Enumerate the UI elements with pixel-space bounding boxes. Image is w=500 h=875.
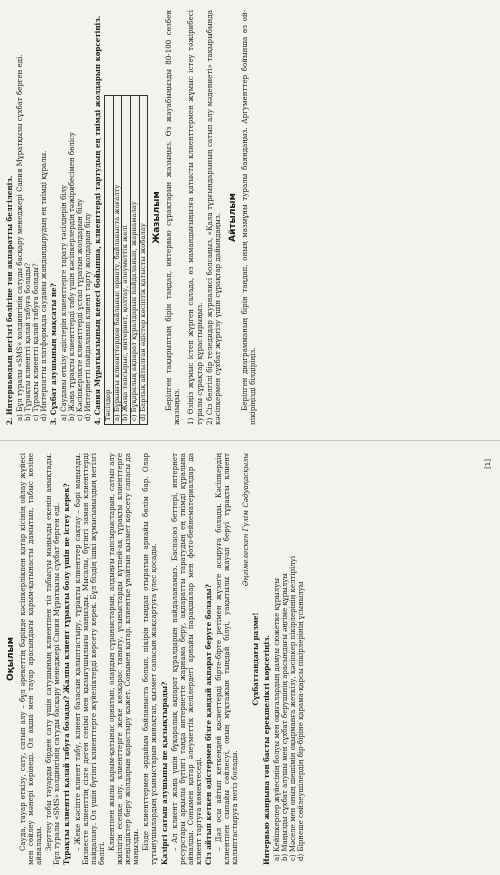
interview-source: Әңгімелескен Гүлім Сәдуақасқызы [241, 453, 251, 587]
option-c[interactable]: c) Мәселе мен оның шешімін оқырманға жеткізу, кәсіпкер пікірлерінің келтірілуі [288, 555, 297, 861]
question-2-interview: 2. Интервьюдың негізгі бөлігіне тән ақпаратты белгілеңіз. [5, 175, 14, 425]
q3-option-d[interactable]: d) Интернетті пайдаланып клиент тарту жолдарын білу [84, 212, 93, 421]
column-divider [0, 440, 500, 441]
q2-option-c[interactable]: c) Тұрақты клиентті қалай табуға болады? [32, 263, 41, 421]
speaking-intro: Берілген диаграмманың бірін таңдап, оның мазмұны туралы баяндаңыз. Аргументтер бойынша өз ой-пікіріңізді білдіріңіз. [239, 10, 257, 425]
methods-table-row[interactable]: a) Бұрынғы клиенттерден байланыс орнату, байланыста жоғалту [113, 96, 122, 425]
q3-option-b[interactable]: b) Жаңа тұрақты клиенттерді табу үшін кәсіпкерлердің тәжірибесімен бөлісу [68, 131, 77, 421]
answer-paragraph-3: Бізде клиенттермен әрдайым байланыста болып, пікірін тыңдап отыратын арнайы бөлім бар. Олар тұтынушылардың ұсыныстарын жинақтап, қызмет сапасын жақсартуға үлес қосады. [141, 453, 159, 865]
q2-option-d[interactable]: d) Интерпатты платформада сауданы жандандырудың ең тиімді құралы. [40, 150, 49, 421]
reading-column [6, 453, 494, 865]
methods-table-row[interactable]: c) Бұқаралық ақпарат құралдарын пайдаланып, жарнамалау [131, 96, 140, 425]
q2-option-a[interactable]: a) Бұл туралы «SMS» холдингінің сатуды басқару менеджері Сания Мұратқызы сұхбат берген еді. [16, 54, 25, 421]
speaking-title: Айтылым [227, 193, 238, 242]
writing-topic-2: 2) Сіз белгілі бір теледидар журналисі болсаңыз, «Қала тұрғындарының сатып алу мәдениеті» тақырыбында кәсіпкермен сұхбат жүргізу үшін сұрақтар дайындаңыз. [204, 10, 222, 425]
main-question: Тұрақты клиентті қалай табуға болады? Жалпы клиент тұрақты болу үшін не істеу керек? [62, 483, 72, 865]
writing-title: Жазылым [152, 191, 163, 244]
methods-table [104, 95, 148, 425]
question-2-options [16, 10, 48, 425]
intro-paragraph-1: Сауда, тауар өткізу, сату, сатып алу – бұл әрекеттің бәрінде кәсіпкерлікпен қатар кісінің ойлау жүйесі мен сөйлеу мәнері көрінеді. Ол ақша мен тауар арасындағы қарым-қатынасты дамытып, табыс көзіне айналады. [18, 453, 44, 865]
task-line: Сұхбаттандағы разме! [251, 612, 261, 706]
q3-option-a[interactable]: a) Сауданы өткізу әдістерін клиенттерге тарату тәсілдерін білу [60, 184, 69, 421]
question-4-table: 4. Сания Мұратқызының кеңесі бойынша, клиенттерді тартудың ең тиімді жолдарын көрсетіңіз. [93, 15, 103, 425]
methods-table-row[interactable]: b) Жаңа тапсырыс, интернет, қолтау, әлеуметтік желі [122, 96, 131, 425]
answer-3: – Дәл осы айтып кеткендей қасиеттерді бірте-бірте ретімен жүзеге асыруға болады. Кәсіпкердің клиентпен сыпайы сөйлесуі, оның мұқтажын тыңдай білуі, уақытылы жауап беруі тұрақты клиент қалыптастыруға негіз болады. [214, 453, 240, 865]
writing-topic-1: 1) Өзіңіз жұмыс істеп жүрген салада, өз мамандығыңызға қатысты клиенттермен жұмыс істеу тәжірибесі туралы сұрақтар құрастырыңыз. [186, 10, 204, 425]
reading-title: Оқылым [6, 637, 16, 681]
answer-2: – Ал клиент жаңа үшін бұқаралық ақпарат құралдарын пайдаланамыз. Баспасөз беттері, интернет ресурстары арқылы бүгінгі таңда интернетте жарнама беру, ақпаратты таратудың ең тиімді құралына айналды. Сонымен қатар әлеуметтік желілердегі арнайы парақшалар мен фото-бейнематериалдар да клиент тартуға көмектеседі. [169, 453, 203, 865]
intro-paragraph-2: Зерттеу тобы тауарды бірден сату үшін сатушының клиентпен тіл табысуы маңызды екенін анықтады. Бұл туралы «SMS» холдингінің сатуды басқару менеджері Сания Мұратқызы сұхбат берген еді. [44, 453, 62, 865]
question-2: Қазіргі сатып алушыны не қызықтырады? [159, 681, 169, 865]
option-d[interactable]: d) Бірнеше сөйлеушілердің бір-біріне қарама-қарсы пікірлерінің ұсынылуы [296, 581, 305, 861]
q2-option-b[interactable]: b) Тұрақты клиентті қалай табуға болады? [24, 262, 33, 421]
q3-option-c[interactable]: c) Кәсіпкерлікте клиенттерді ұстап тұратын жолдарын білу [76, 198, 85, 421]
question-3-options [60, 10, 92, 425]
methods-table-row[interactable]: d) Барлық айтылған әдістер кәсіптік қатысты жобалау [139, 96, 148, 425]
option-b[interactable]: b) Маңызды сұхбат алушы мен сұхбат берушінің арасындағы әңгіме құрылуы [280, 573, 289, 861]
question-3: Сіз айтып кеткен әдістермен бізге қандай ақпарат беруге болады? [203, 584, 213, 865]
option-a[interactable]: a) Кейіпкерлер жүйесінің болуы мен оқиғалардың дамуы сюжетке құрылуы [272, 578, 281, 861]
tasks-column [6, 10, 494, 425]
writing-intro: Берілген тақырыптың бірін таңдап, интервью сұрақтарын жазыңыз. Өз жауабыңызды 80-100 сөзбен жазыңыз. [164, 10, 182, 425]
answer-paragraph-2: Клиентпен жылы қарым-қатынас орнатып, олардың сұраныстарын, алдыңғы тапсырыстарын, сатып алу жиілігін есепке алу, клиенттерге жеке көзқарас таныту, ұсыныстарды күтпей-ақ тұрақты клиенттерге жеңілдіктер беру жолдарын қарастыру қажет. Сонымен қатар, клиентке ұнайтын қызмет көрсету сапасы да маңызды. [106, 453, 141, 865]
page-mark: [1] [484, 459, 492, 469]
question-1: Интервью жанрына тән басты ерекшелікті көрсетіңіз. [261, 634, 271, 865]
question-1-options [273, 453, 305, 865]
methods-table-header: Тәсілдер [105, 96, 114, 425]
answer-paragraph-1: – Жеке кәсіпте клиент табу, клиент базасын қалыптастыру, тұрақты клиенттер сақтау – бәрі маңызды. Бизнесте клиенттің сізге деген сенімі мен қызығушылығы маңызды. Мысалы, бүгінгі заман клиенттерді пайдалану. Ол үшін бүгінгі клиенттерге жүйеліктерді көрсету керек. Бұл біздің ішкі жұмысымыздың негізгі бөлігі. [72, 453, 106, 865]
question-3-purpose: 3. Сұхбат алушының мақсаты не? [49, 283, 59, 425]
